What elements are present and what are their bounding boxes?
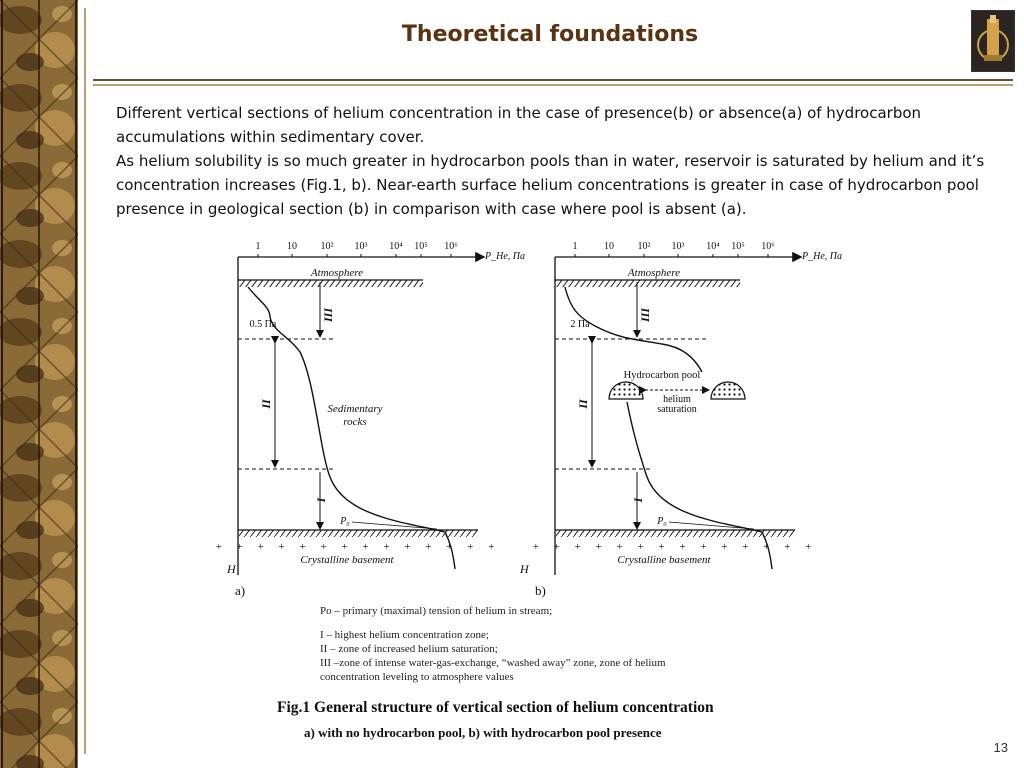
paragraph-1: Different vertical sections of helium concentration in the case of presence(b) or absence(a) of hydrocarbon accumulations within sedimentary cover. bbox=[116, 104, 922, 146]
paragraph-2: As helium solubility is so much greater in hydrocarbon pools than in water, reservoir is saturated by helium and it’s concentration increases (Fig.1, b). Near-earth surface helium concentrations is greater in case of hydrocarbon pool presence in geological section (b) in comparison with case where pool is absent (a). bbox=[116, 152, 985, 218]
basement-label: Crystalline basement bbox=[300, 554, 394, 566]
tick-label: 10⁴ bbox=[389, 241, 403, 252]
sediment-label-2: rocks bbox=[343, 416, 367, 428]
panel-letter-b: b) bbox=[535, 583, 546, 598]
zone-3-label: III bbox=[638, 307, 652, 323]
zone-1-label: I bbox=[631, 497, 645, 503]
tick-label: 10⁶ bbox=[761, 241, 775, 252]
tick-label: 1 bbox=[572, 241, 578, 252]
tick-label: 10⁶ bbox=[444, 241, 458, 252]
figure-caption: Fig.1 General structure of vertical section of helium concentration bbox=[277, 699, 714, 716]
zone-2-label: II bbox=[259, 399, 273, 409]
x-axis-label: P_He, Па bbox=[802, 251, 842, 262]
svg-text:+ + + + + + + + + + + + + +: + + + + + + + + + + + + + + bbox=[215, 541, 501, 553]
zone-3-label: III bbox=[321, 307, 335, 323]
tick-label: 10⁴ bbox=[706, 241, 720, 252]
p0-label: P₀ bbox=[657, 516, 667, 527]
legend-zone-3-line2: concentration leveling to atmosphere values bbox=[320, 671, 514, 683]
panel-letter-a: a) bbox=[235, 583, 246, 598]
tick-label: 10 bbox=[287, 241, 297, 252]
tick-label: 1 bbox=[255, 241, 261, 252]
legend-zone-2: II – zone of increased helium saturation; bbox=[320, 643, 498, 655]
atmosphere-label: Atmosphere bbox=[627, 267, 681, 279]
logo bbox=[971, 10, 1015, 72]
figure-subcaption: a) with no hydrocarbon pool, b) with hydrocarbon pool presence bbox=[304, 725, 662, 740]
vertical-divider bbox=[84, 8, 86, 754]
title-underline bbox=[93, 79, 1013, 81]
svg-text:+ + + + + + + + + + + + + +: + + + + + + + + + + + + + + bbox=[532, 541, 818, 553]
tick-label: 10 bbox=[604, 241, 614, 252]
p0-label: P₀ bbox=[340, 516, 350, 527]
saturation-label-1: helium bbox=[663, 394, 691, 405]
value-label-a: 0.5 Па bbox=[249, 319, 277, 330]
zone-1-label: I bbox=[314, 497, 328, 503]
page-number: 13 bbox=[993, 740, 1008, 755]
tick-label: 10³ bbox=[671, 241, 685, 252]
legend-zone-3-line1: III –zone of intense water-gas-exchange, “washed away” zone, zone of helium bbox=[320, 657, 666, 669]
slide-title: Theoretical foundations bbox=[401, 22, 699, 47]
surface-hatch bbox=[238, 280, 423, 287]
sediment-label-1: Sedimentary bbox=[327, 403, 383, 415]
figure-legend bbox=[320, 604, 666, 684]
panel-b bbox=[519, 241, 842, 598]
tick-label: 10³ bbox=[354, 241, 368, 252]
y-axis-label: H bbox=[227, 562, 236, 576]
atmosphere-label: Atmosphere bbox=[310, 267, 364, 279]
basement-label: Crystalline basement bbox=[617, 554, 711, 566]
hydrocarbon-pool-left bbox=[609, 382, 643, 399]
title-underline-secondary bbox=[93, 84, 1013, 86]
saturation-label-2: saturation bbox=[657, 404, 697, 415]
tick-label: 10² bbox=[320, 241, 334, 252]
tick-label: 10² bbox=[637, 241, 651, 252]
basement-hatch bbox=[238, 530, 478, 537]
legend-p0: Po – primary (maximal) tension of helium in stream; bbox=[320, 605, 553, 617]
x-axis-label: P_He, Па bbox=[485, 251, 525, 262]
zone-2-label: II bbox=[576, 399, 590, 409]
tick-label: 10⁵ bbox=[731, 241, 745, 252]
concentration-curve-a bbox=[248, 287, 455, 569]
body-text bbox=[116, 101, 996, 221]
pool-label: Hydrocarbon pool bbox=[623, 370, 701, 381]
y-axis-label: H bbox=[520, 562, 529, 576]
helium-section-figure bbox=[215, 232, 845, 604]
panel-a bbox=[216, 241, 525, 598]
decorative-wood-strip bbox=[0, 0, 78, 768]
value-label-b: 2 Па bbox=[570, 319, 590, 330]
tick-label: 10⁵ bbox=[414, 241, 428, 252]
legend-zone-1: I – highest helium concentration zone; bbox=[320, 629, 489, 641]
hydrocarbon-pool-right bbox=[711, 382, 745, 399]
